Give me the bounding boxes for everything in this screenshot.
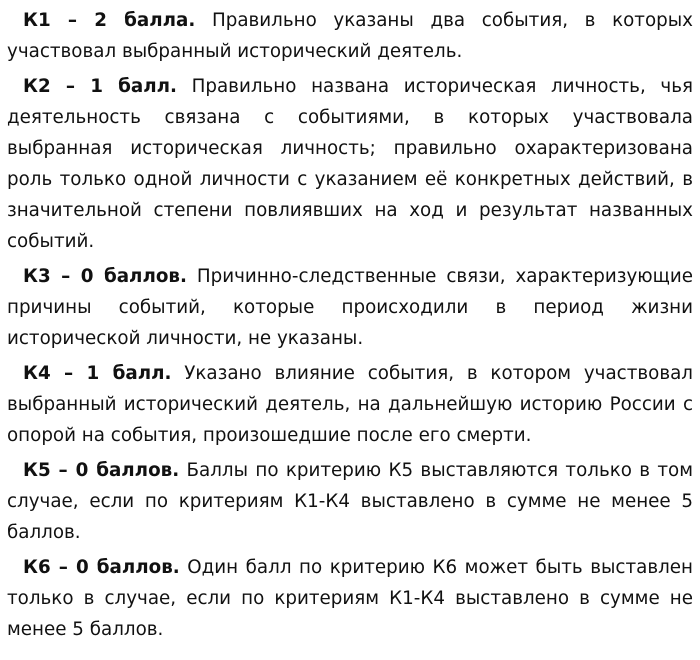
criterion-k6 <box>7 552 693 645</box>
criterion-label: К1 – 2 балла. <box>23 10 196 31</box>
criterion-text: Баллы по критерию К5 выставляются только в том случае, если по критериям К1-К4 выставлено в сумме не менее 5 баллов. <box>7 460 694 543</box>
criterion-k4 <box>7 358 693 451</box>
criterion-k5 <box>7 455 693 548</box>
criterion-text: Правильно названа историческая личность, чья деятельность связана с событиями, в которых участвовала выбранная историческая личность; правильно охарактеризована роль только одной личности с указанием её конкретных действий, в значительной степени повлиявших на ход и результат названных событий. <box>7 76 693 252</box>
criterion-label: К5 – 0 баллов. <box>23 460 180 481</box>
criterion-k2 <box>7 71 693 257</box>
criterion-k3 <box>7 261 693 354</box>
criterion-k1 <box>7 5 693 67</box>
criterion-text: Правильно указаны два события, в которых участвовал выбранный исторический деятель. <box>7 10 694 62</box>
criterion-label: К4 – 1 балл. <box>23 363 172 384</box>
criterion-label: К6 – 0 баллов. <box>23 557 180 578</box>
criterion-text: Один балл по критерию К6 может быть выставлен только в случае, если по критериям К1-К4 выставлено в сумме не менее 5 баллов. <box>7 557 693 640</box>
criterion-text: Причинно-следственные связи, характеризующие причины событий, которые происходили в период жизни исторической личности, не указаны. <box>7 266 694 349</box>
criterion-text: Указано влияние события, в котором участвовал выбранный исторический деятель, на дальнейшую историю России с опорой на события, произошедшие после его смерти. <box>7 363 693 446</box>
criterion-label: К3 – 0 баллов. <box>23 266 187 287</box>
criterion-label: К2 – 1 балл. <box>23 76 177 97</box>
